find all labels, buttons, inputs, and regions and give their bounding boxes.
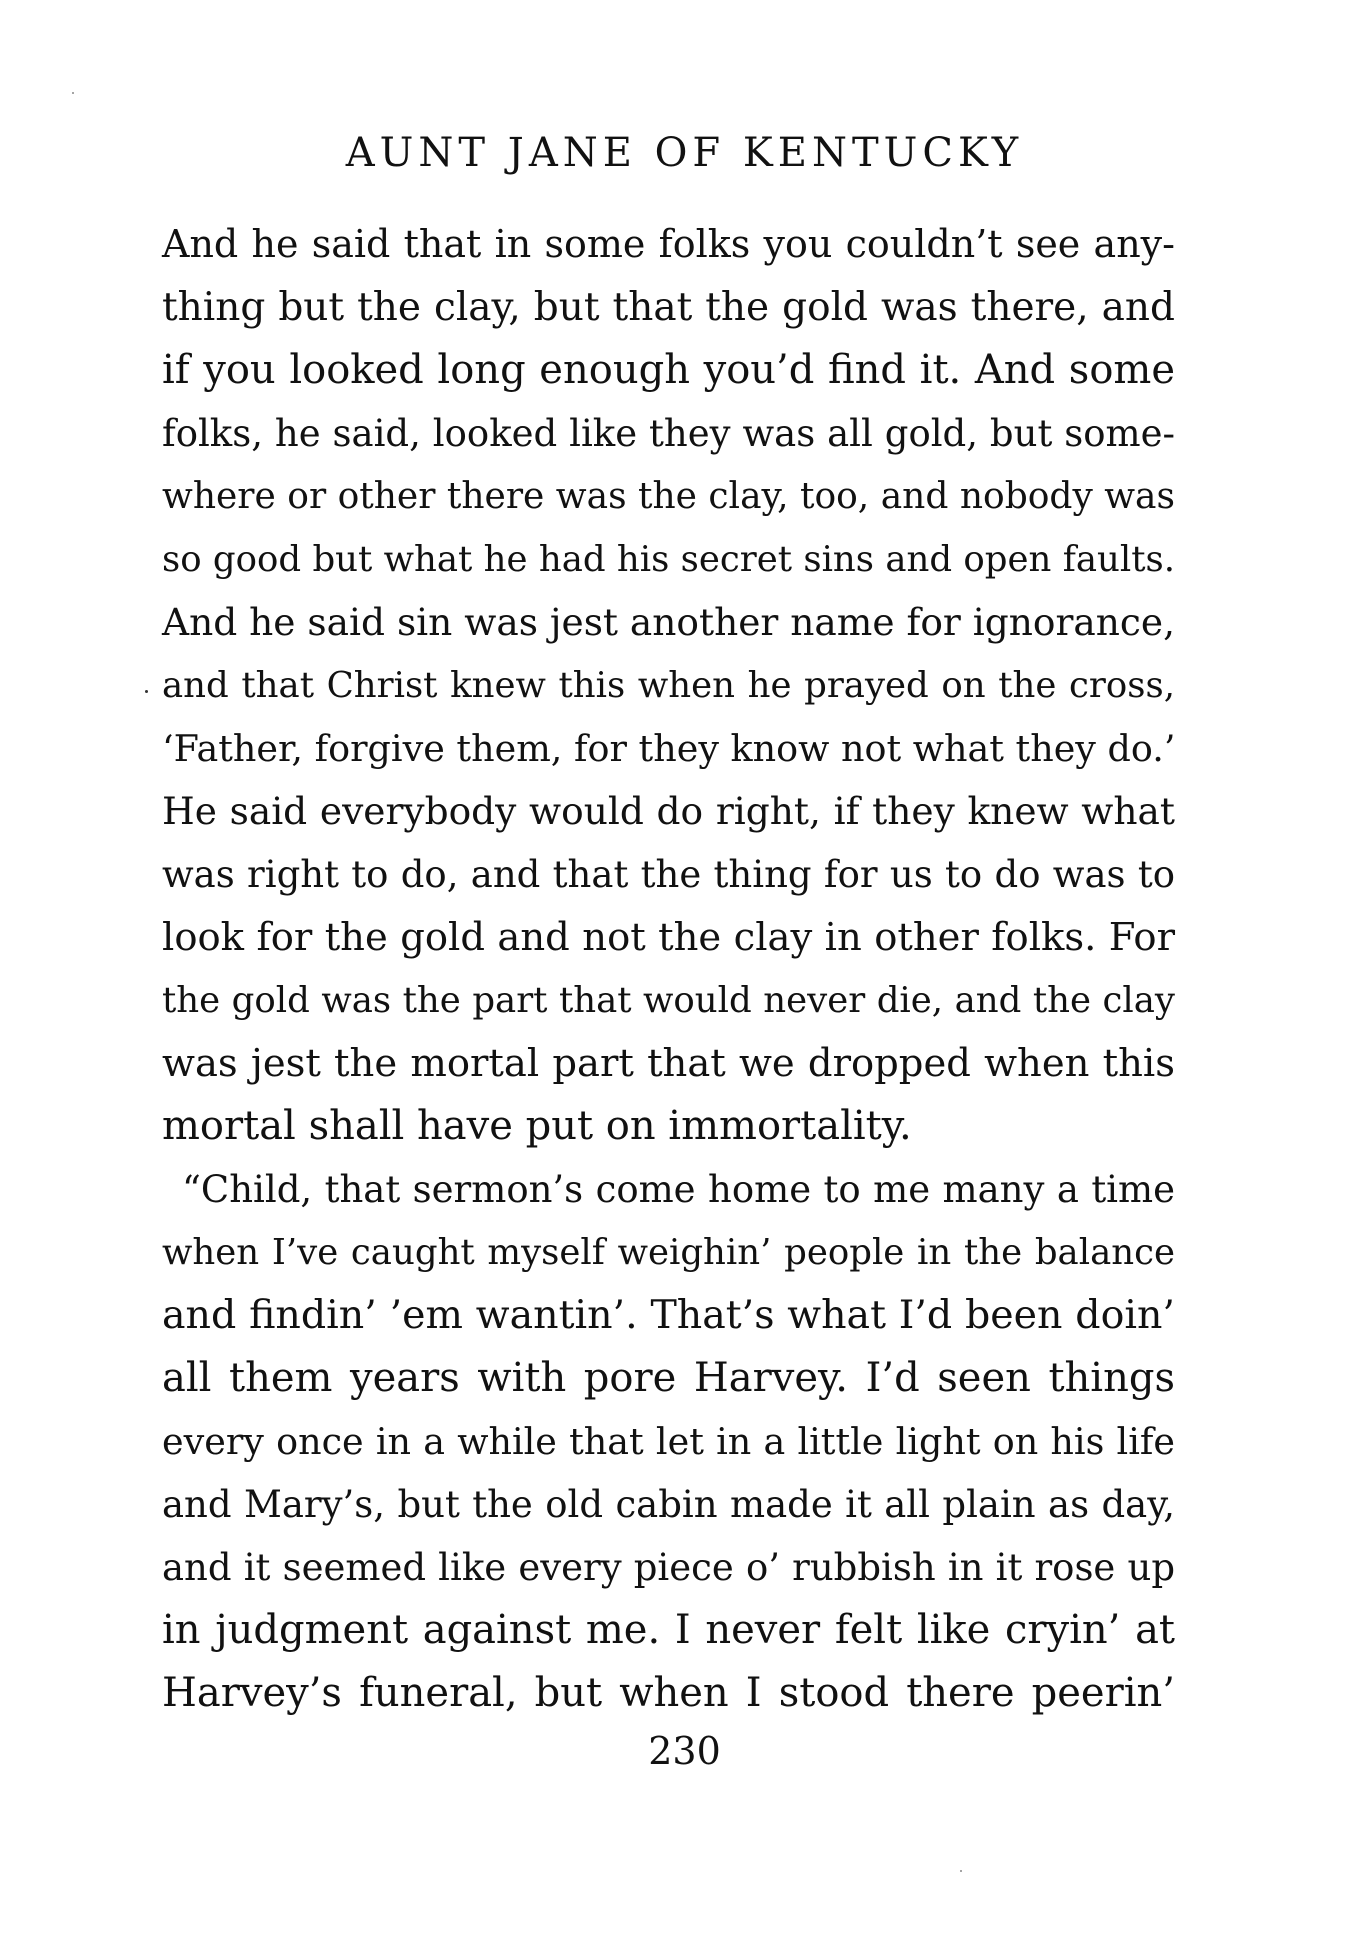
text-line: and it seemed like every piece o’ rubbish in it rose up	[162, 1546, 1175, 1589]
text-line: mortal shall have put on immortality.	[162, 1103, 912, 1149]
text-line: “Child, that sermon’s come home to me many a time	[182, 1168, 1175, 1211]
running-head: AUNT JANE OF KENTUCKY	[345, 130, 1024, 176]
text-line: He said everybody would do right, if they knew what	[162, 789, 1175, 833]
text-line: thing but the clay, but that the gold was there, and	[162, 285, 1175, 330]
text-line: so good but what he had his secret sins and open faults.	[162, 539, 1175, 580]
text-line: and that Christ knew this when he prayed on the cross,	[162, 665, 1175, 706]
text-line: ‘Father, forgive them, for they know not what they do.’	[162, 727, 1176, 770]
text-line: And he said sin was jest another name for ignorance,	[162, 600, 1176, 644]
paragraph	[162, 213, 1175, 1158]
text-line: was jest the mortal part that we dropped when this	[162, 1041, 1175, 1086]
print-speck	[960, 1870, 962, 1872]
body-text	[162, 213, 1175, 1725]
text-line: all them years with pore Harvey. I’d seen things	[162, 1355, 1175, 1401]
text-line: where or other there was the clay, too, and nobody was	[162, 476, 1175, 517]
text-line: and findin’ ’em wantin’. That’s what I’d been doin’	[162, 1292, 1175, 1338]
text-line: in judgment against me. I never felt like cryin’ at	[162, 1607, 1175, 1653]
text-line: look for the gold and not the clay in other folks. For	[162, 915, 1175, 960]
text-line: was right to do, and that the thing for us to do was to	[162, 853, 1175, 896]
text-line: the gold was the part that would never die, and the clay	[162, 980, 1175, 1021]
text-line: and Mary’s, but the old cabin made it all plain as day,	[162, 1483, 1175, 1526]
text-line: And he said that in some folks you couldn’t see any-	[162, 222, 1175, 266]
text-line: if you looked long enough you’d find it. And some	[162, 347, 1175, 393]
text-line: Harvey’s funeral, but when I stood there peerin’	[162, 1670, 1175, 1716]
page-number: 230	[648, 1729, 721, 1773]
print-speck	[72, 92, 74, 94]
paragraph	[162, 1158, 1175, 1725]
text-line: folks, he said, looked like they was all gold, but some-	[162, 412, 1175, 455]
text-line: when I’ve caught myself weighin’ people in the balance	[162, 1232, 1175, 1273]
print-speck	[145, 690, 148, 693]
text-line: every once in a while that let in a little light on his life	[162, 1420, 1175, 1463]
